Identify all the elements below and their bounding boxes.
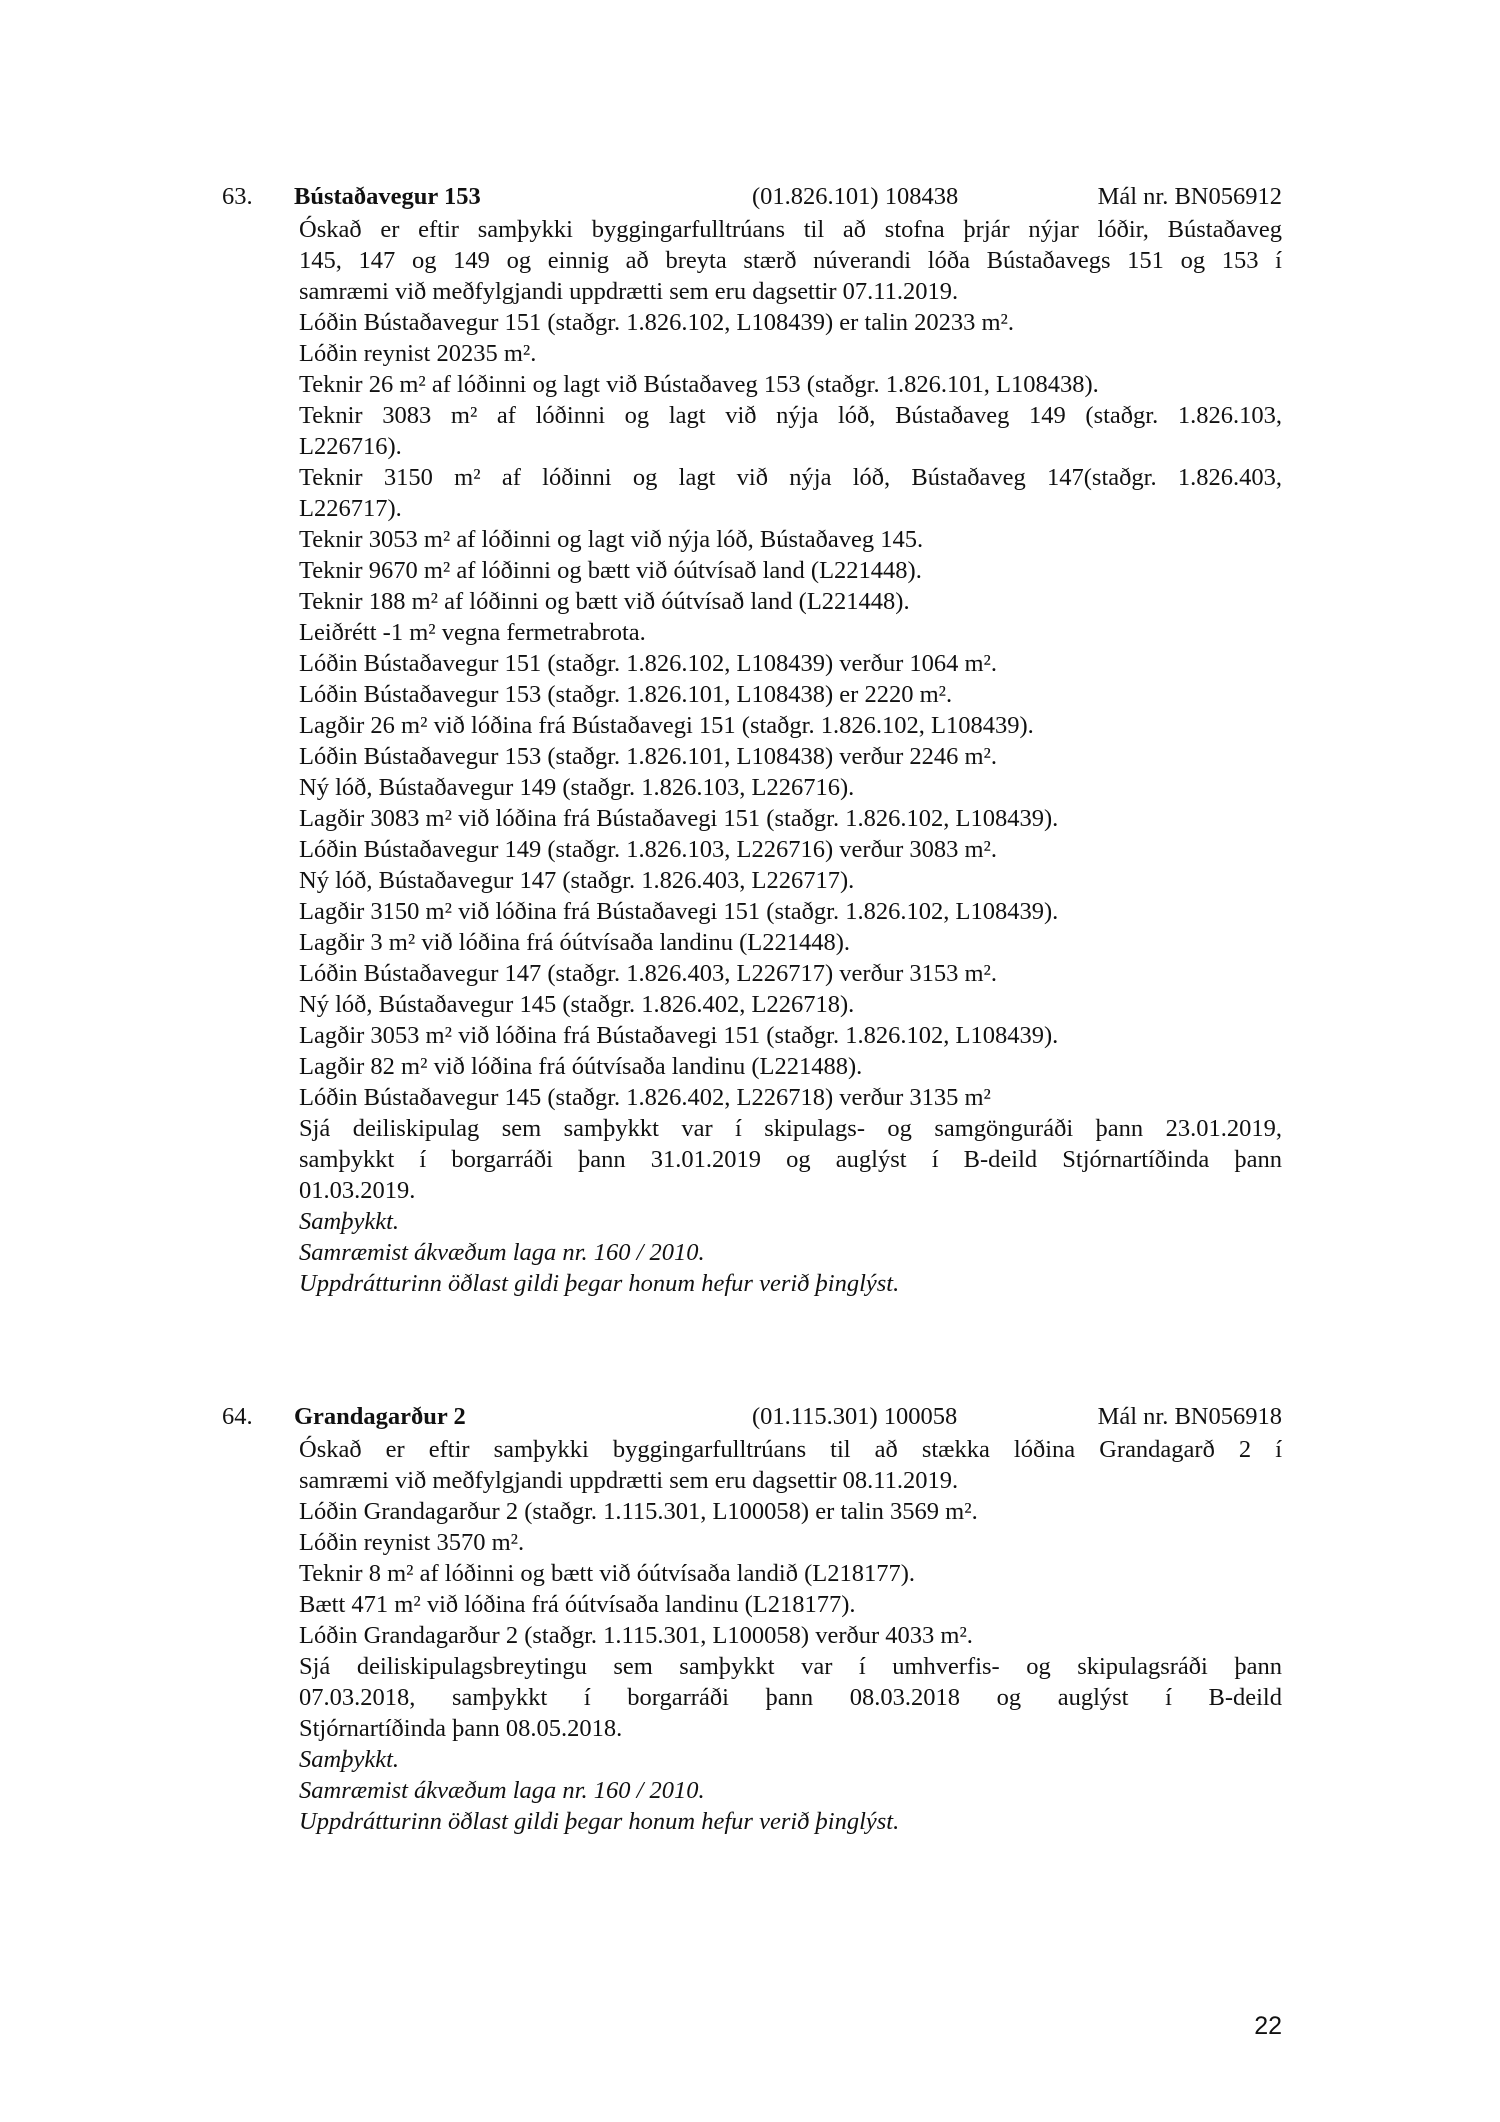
body-line: Lóðin reynist 20235 m².	[299, 340, 537, 367]
decision-line: Samræmist ákvæðum laga nr. 160 / 2010.	[299, 1239, 705, 1266]
body-line: Teknir 26 m² af lóðinni og lagt við Bústaðaveg 153 (staðgr. 1.826.101, L108438).	[299, 371, 1099, 398]
body-line: Ný lóð, Bústaðavegur 145 (staðgr. 1.826.402, L226718).	[299, 991, 855, 1018]
body-line: samræmi við meðfylgjandi uppdrætti sem eru dagsettir 07.11.2019.	[299, 278, 959, 305]
item-reference: (01.115.301) 100058	[752, 1403, 958, 1430]
item-reference: (01.826.101) 108438	[752, 183, 959, 210]
decision-line: Uppdrátturinn öðlast gildi þegar honum hefur verið þinglýst.	[299, 1270, 900, 1297]
body-line: Lóðin Grandagarður 2 (staðgr. 1.115.301, L100058) er talin 3569 m².	[299, 1498, 978, 1525]
item-case-number: Mál nr. BN056912	[1097, 183, 1282, 210]
body-line: Lagðir 82 m² við lóðina frá óútvísaða landinu (L221488).	[299, 1053, 863, 1080]
decision-line: Samræmist ákvæðum laga nr. 160 / 2010.	[299, 1777, 705, 1804]
body-line: L226717).	[299, 495, 402, 522]
body-line: Stjórnartíðinda þann 08.05.2018.	[299, 1715, 623, 1742]
decision-line: Uppdrátturinn öðlast gildi þegar honum hefur verið þinglýst.	[299, 1808, 900, 1835]
body-line: Teknir 9670 m² af lóðinni og bætt við óútvísað land (L221448).	[299, 557, 922, 584]
body-line: Lóðin reynist 3570 m².	[299, 1529, 525, 1556]
body-line: Bætt 471 m² við lóðina frá óútvísaða landinu (L218177).	[299, 1591, 856, 1618]
body-line: Lóðin Bústaðavegur 153 (staðgr. 1.826.101, L108438) er 2220 m².	[299, 681, 953, 708]
decision-line: Samþykkt.	[299, 1746, 399, 1773]
item-address: Grandagarður 2	[294, 1403, 466, 1430]
item-address: Bústaðavegur 153	[294, 183, 481, 210]
body-line: Teknir 188 m² af lóðinni og bætt við óútvísað land (L221448).	[299, 588, 910, 615]
decision-line: Samþykkt.	[299, 1208, 399, 1235]
body-line: samþykkt í borgarráði þann 31.01.2019 og auglýst í B-deild Stjórnartíðinda þann	[299, 1146, 1282, 1173]
body-line: Lóðin Bústaðavegur 153 (staðgr. 1.826.101, L108438) verður 2246 m².	[299, 743, 998, 770]
item-body	[299, 214, 1282, 1299]
body-line: Teknir 3053 m² af lóðinni og lagt við nýja lóð, Bústaðaveg 145.	[299, 526, 924, 553]
body-line: samræmi við meðfylgjandi uppdrætti sem eru dagsettir 08.11.2019.	[299, 1467, 959, 1494]
item-header	[222, 180, 1282, 214]
body-line: Lóðin Bústaðavegur 149 (staðgr. 1.826.103, L226716) verður 3083 m².	[299, 836, 998, 863]
body-line: 145, 147 og 149 og einnig að breyta stærð núverandi lóða Bústaðavegs 151 og 153 í	[299, 247, 1282, 274]
body-line: Teknir 3083 m² af lóðinni og lagt við nýja lóð, Bústaðaveg 149 (staðgr. 1.826.103,	[299, 402, 1282, 429]
body-line: 01.03.2019.	[299, 1177, 416, 1204]
body-line: Lóðin Bústaðavegur 151 (staðgr. 1.826.102, L108439) er talin 20233 m².	[299, 309, 1015, 336]
body-line: Lóðin Bústaðavegur 151 (staðgr. 1.826.102, L108439) verður 1064 m².	[299, 650, 998, 677]
body-line: Sjá deiliskipulag sem samþykkt var í skipulags- og samgönguráði þann 23.01.2019,	[299, 1115, 1282, 1142]
body-line: Lagðir 3053 m² við lóðina frá Bústaðavegi 151 (staðgr. 1.826.102, L108439).	[299, 1022, 1059, 1049]
body-line: Lagðir 3150 m² við lóðina frá Bústaðavegi 151 (staðgr. 1.826.102, L108439).	[299, 898, 1059, 925]
body-line: Teknir 3150 m² af lóðinni og lagt við nýja lóð, Bústaðaveg 147(staðgr. 1.826.403,	[299, 464, 1282, 491]
body-line: Lagðir 3083 m² við lóðina frá Bústaðavegi 151 (staðgr. 1.826.102, L108439).	[299, 805, 1059, 832]
body-line: Sjá deiliskipulagsbreytingu sem samþykkt var í umhverfis- og skipulagsráði þann	[299, 1653, 1282, 1680]
body-line: Óskað er eftir samþykki byggingarfulltrúans til að stofna þrjár nýjar lóðir, Bústaðaveg	[299, 216, 1282, 243]
body-line: Lóðin Bústaðavegur 147 (staðgr. 1.826.403, L226717) verður 3153 m².	[299, 960, 998, 987]
item-case-number: Mál nr. BN056918	[1097, 1403, 1282, 1430]
body-line: Óskað er eftir samþykki byggingarfulltrúans til að stækka lóðina Grandagarð 2 í	[299, 1436, 1282, 1463]
body-line: Teknir 8 m² af lóðinni og bætt við óútvísaða landið (L218177).	[299, 1560, 916, 1587]
item-body	[299, 1434, 1282, 1837]
body-line: Lóðin Bústaðavegur 145 (staðgr. 1.826.402, L226718) verður 3135 m²	[299, 1084, 991, 1111]
body-line: Ný lóð, Bústaðavegur 149 (staðgr. 1.826.103, L226716).	[299, 774, 855, 801]
body-line: Lóðin Grandagarður 2 (staðgr. 1.115.301, L100058) verður 4033 m².	[299, 1622, 973, 1649]
body-line: Lagðir 26 m² við lóðina frá Bústaðavegi 151 (staðgr. 1.826.102, L108439).	[299, 712, 1034, 739]
body-line: Ný lóð, Bústaðavegur 147 (staðgr. 1.826.403, L226717).	[299, 867, 855, 894]
body-line: Lagðir 3 m² við lóðina frá óútvísaða landinu (L221448).	[299, 929, 850, 956]
body-line: 07.03.2018, samþykkt í borgarráði þann 08.03.2018 og auglýst í B-deild	[299, 1684, 1282, 1711]
body-line: Leiðrétt -1 m² vegna fermetrabrota.	[299, 619, 646, 646]
item-number: 64.	[222, 1403, 253, 1430]
body-line: L226716).	[299, 433, 402, 460]
page-number: 22	[1254, 2012, 1282, 2040]
agenda-item-63	[222, 180, 1282, 1299]
item-header	[222, 1400, 1282, 1434]
agenda-item-64	[222, 1400, 1282, 1837]
item-number: 63.	[222, 183, 253, 210]
